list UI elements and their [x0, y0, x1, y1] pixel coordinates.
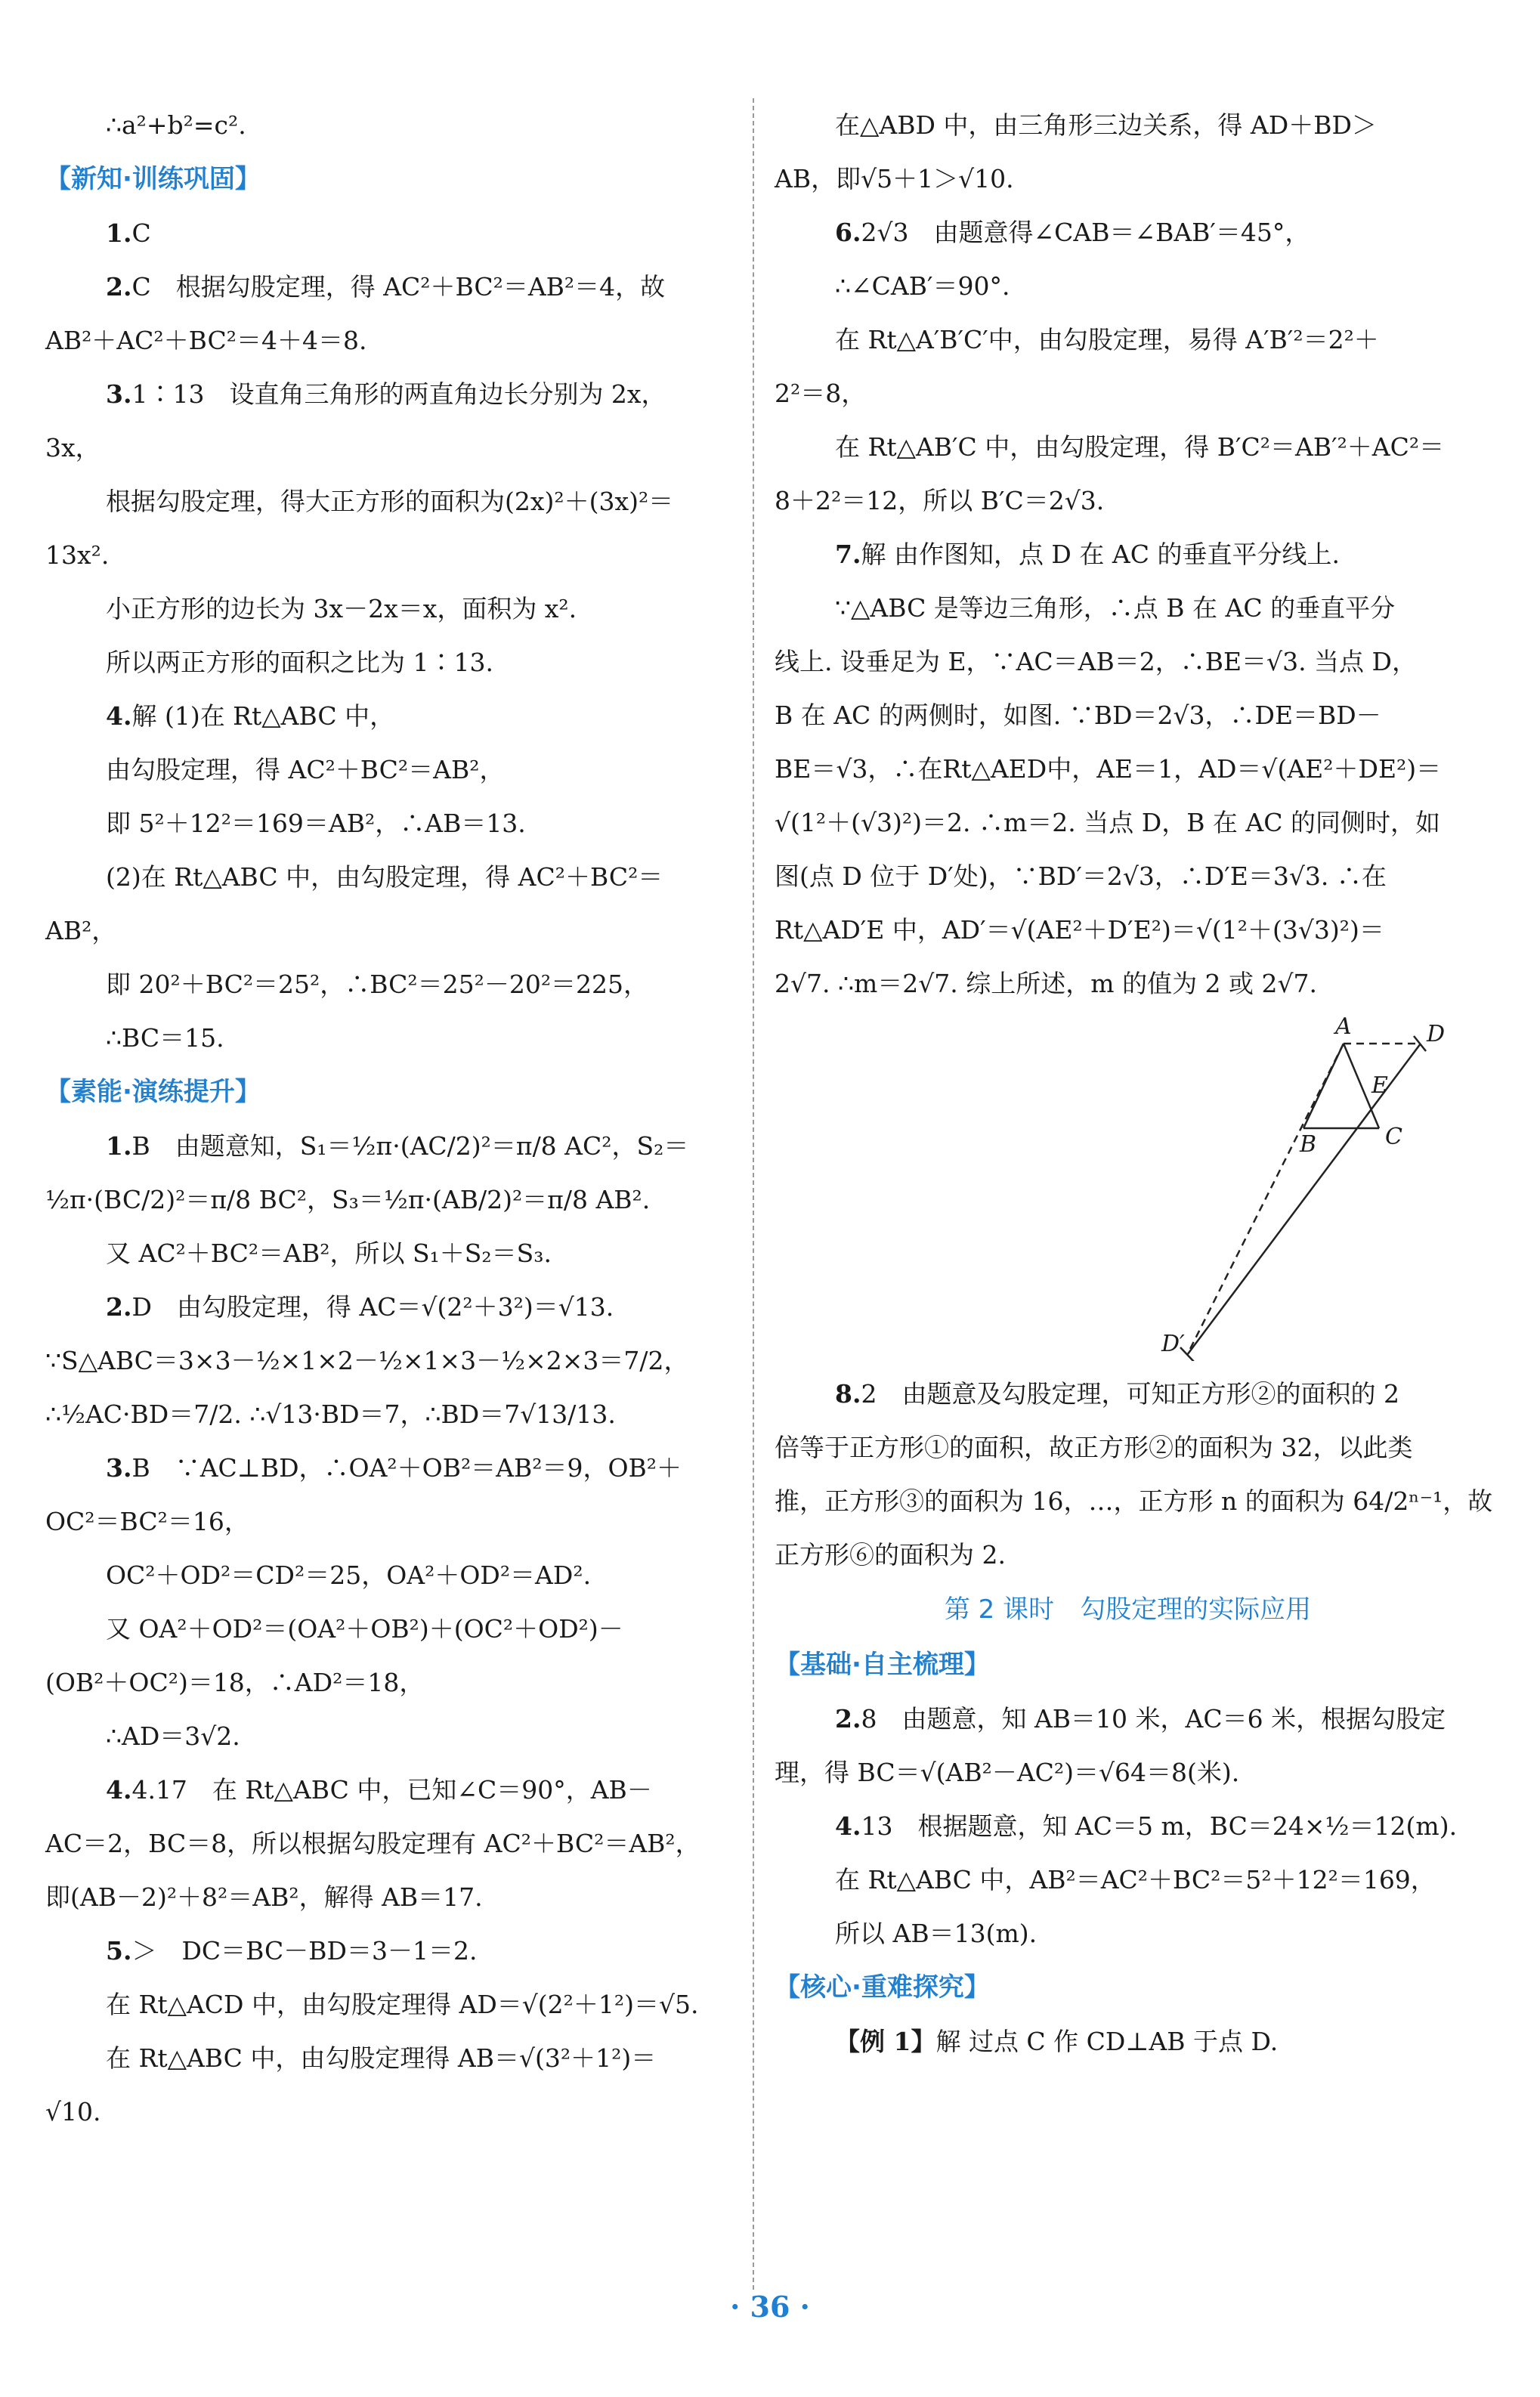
line-text: 【基础·自主梳理】 — [775, 1650, 990, 1680]
line-text: 正方形⑥的面积为 2. — [775, 1540, 1006, 1570]
line-text: 13 根据题意，知 AC＝5 m，BC＝24×½＝12(m). — [861, 1811, 1458, 1841]
line-text: 在 Rt△A′B′C′中，由勾股定理，易得 A′B′²＝2²＋ — [835, 325, 1379, 354]
text-line — [45, 904, 741, 957]
item-number: 6. — [835, 218, 861, 247]
line-text: B ∵AC⊥BD，∴OA²＋OB²＝AB²＝9，OB²＋ — [131, 1453, 682, 1483]
line-text: 所以两正方形的面积之比为 1∶13. — [106, 648, 493, 677]
line-text: 8 由题意，知 AB＝10 米，AC＝6 米，根据勾股定 — [861, 1704, 1446, 1734]
item-number: 4. — [106, 701, 132, 731]
line-text: ＞ DC＝BC－BD＝3－1＝2. — [131, 1936, 478, 1966]
column-divider — [753, 98, 754, 2290]
text-line — [45, 1656, 741, 1709]
line-text: 即(AB－2)²＋8²＝AB²，解得 AB＝17. — [45, 1882, 483, 1912]
label-c: C — [1385, 1124, 1402, 1150]
section-heading — [775, 1638, 1481, 1692]
text-line — [775, 313, 1481, 367]
text-line — [775, 849, 1481, 903]
text-line — [775, 152, 1481, 206]
line-a-dprime-dashed — [1187, 1044, 1344, 1355]
line-text: 【新知·训练巩固】 — [45, 164, 261, 194]
text-line — [775, 367, 1481, 420]
line-text: 2√3 由题意得∠CAB＝∠BAB′＝45°， — [861, 218, 1310, 247]
text-line — [45, 1495, 741, 1548]
text-line — [45, 1924, 741, 1978]
line-text: 解 过点 C 作 CD⊥AB 于点 D. — [935, 2027, 1279, 2056]
text-line — [45, 1119, 741, 1173]
line-text: 2²＝8， — [775, 379, 867, 408]
line-text: 第 2 课时 勾股定理的实际应用 — [944, 1594, 1312, 1625]
line-text: AB²， — [45, 916, 117, 945]
item-number: 【例 1】 — [835, 2027, 936, 2056]
line-text: 2 由题意及勾股定理，可知正方形②的面积的 2 — [861, 1379, 1399, 1409]
line-text: 根据勾股定理，得大正方形的面积为(2x)²＋(3x)²＝ — [106, 487, 674, 516]
text-line — [775, 474, 1481, 527]
line-text: ∴BC＝15. — [106, 1023, 224, 1053]
item-number: 2. — [106, 1292, 132, 1322]
text-line — [45, 367, 741, 421]
text-line — [775, 527, 1481, 581]
text-line — [45, 743, 741, 796]
line-text: 即 5²＋12²＝169＝AB²，∴AB＝13. — [106, 809, 526, 838]
text-line — [45, 475, 741, 528]
item-number: 5. — [106, 1936, 132, 1966]
text-line — [775, 1474, 1493, 1528]
label-e: E — [1371, 1072, 1388, 1099]
text-line — [45, 98, 741, 152]
line-text: B 由题意知，S₁＝½π·(AC/2)²＝π/8 AC²，S₂＝ — [131, 1131, 689, 1161]
text-line — [775, 98, 1481, 152]
text-line — [45, 582, 741, 636]
text-line — [775, 259, 1481, 313]
line-text: D 由勾股定理，得 AC＝√(2²＋3²)＝√13. — [131, 1292, 614, 1322]
line-text: 2√7. ∴m＝2√7. 综上所述，m 的值为 2 或 2√7. — [775, 969, 1318, 998]
line-text: Rt△AD′E 中，AD′＝√(AE²＋D′E²)＝√(1²＋(3√3)²)＝ — [775, 915, 1384, 945]
text-line — [775, 796, 1481, 849]
text-line — [45, 421, 741, 475]
text-line — [45, 1441, 741, 1495]
line-text: 在 Rt△ACD 中，由勾股定理得 AD＝√(2²＋1²)＝√5. — [106, 1990, 699, 2019]
text-line — [45, 1709, 741, 1763]
page-number: · 36 · — [730, 2290, 810, 2324]
line-text: 所以 AB＝13(m). — [835, 1919, 1037, 1948]
line-text: 又 AC²＋BC²＝AB²，所以 S₁＋S₂＝S₃. — [106, 1239, 552, 1268]
line-text: 即 20²＋BC²＝25²，∴BC²＝25²－20²＝225， — [106, 970, 649, 999]
text-line — [45, 1173, 741, 1226]
text-line — [45, 1870, 741, 1924]
text-line — [45, 1280, 741, 1334]
item-number: 1. — [106, 218, 132, 248]
label-d: D — [1427, 1021, 1446, 1047]
line-text: AB，即√5＋1＞√10. — [775, 164, 1014, 193]
text-line — [775, 581, 1481, 635]
item-number: 4. — [106, 1775, 132, 1805]
line-text: C — [131, 218, 151, 248]
line-text: BE＝√3，∴在Rt△AED中，AE＝1，AD＝√(AE²＋DE²)＝ — [775, 754, 1442, 784]
item-number: 2. — [835, 1704, 861, 1734]
line-text: 小正方形的边长为 3x－2x＝x，面积为 x². — [106, 594, 577, 623]
line-text: 13x². — [45, 540, 110, 570]
line-text: 8＋2²＝12，所以 B′C＝2√3. — [775, 486, 1105, 515]
line-text: √(1²＋(√3)²)＝2. ∴m＝2. 当点 D，B 在 AC 的同侧时，如 — [775, 808, 1440, 837]
right-column — [775, 98, 1493, 2068]
line-text: 理，得 BC＝√(AB²－AC²)＝√64＝8(米). — [775, 1758, 1240, 1787]
line-text: 图(点 D 位于 D′处)，∵BD′＝2√3，∴D′E＝3√3. ∴在 — [775, 861, 1387, 891]
text-line — [45, 1978, 741, 2031]
line-text: 解 (1)在 Rt△ABC 中， — [131, 701, 395, 731]
text-line — [45, 260, 741, 314]
text-line — [45, 850, 741, 904]
text-line — [775, 206, 1481, 259]
line-text: 在 Rt△ABC 中，AB²＝AC²＋BC²＝5²＋12²＝169， — [835, 1865, 1436, 1894]
item-number: 4. — [835, 1811, 861, 1841]
text-line — [775, 1367, 1481, 1421]
section-heading — [775, 1960, 1481, 2015]
text-line — [45, 314, 741, 367]
line-text: 3x， — [45, 433, 101, 462]
text-line — [45, 957, 741, 1011]
line-text: ∴AD＝3√2. — [106, 1721, 240, 1751]
line-text: √10. — [45, 2097, 101, 2126]
label-dprime: D′ — [1161, 1331, 1185, 1357]
line-text: 在 Rt△ABC 中，由勾股定理得 AB＝√(3²＋1²)＝ — [106, 2043, 657, 2073]
label-b: B — [1300, 1131, 1317, 1158]
line-text: 推，正方形③的面积为 16，…，正方形 n 的面积为 64/2ⁿ⁻¹，故 — [775, 1486, 1493, 1516]
text-line — [45, 2085, 741, 2139]
text-line — [775, 2015, 1481, 2068]
line-text: C 根据勾股定理，得 AC²＋BC²＝AB²＝4，故 — [131, 272, 666, 302]
text-line — [45, 1387, 741, 1441]
right-top-text — [775, 98, 1481, 1010]
section-heading — [45, 152, 741, 206]
text-line — [45, 1602, 741, 1656]
line-text: (2)在 Rt△ABC 中，由勾股定理，得 AC²＋BC²＝ — [106, 862, 663, 892]
text-line — [775, 742, 1481, 796]
line-text: B 在 AC 的两侧时，如图. ∵BD＝2√3，∴DE＝BD－ — [775, 701, 1381, 730]
item-number: 2. — [106, 272, 132, 302]
line-text: 在 Rt△AB′C 中，由勾股定理，得 B′C²＝AB′²＋AC²＝ — [835, 432, 1445, 462]
text-line — [775, 1799, 1481, 1853]
text-line — [45, 1548, 741, 1602]
line-text: 【素能·演练提升】 — [45, 1077, 261, 1107]
text-line — [45, 689, 741, 743]
text-line — [45, 636, 741, 689]
line-text: 由勾股定理，得 AC²＋BC²＝AB²， — [106, 755, 505, 784]
line-text: OC²＋OD²＝CD²＝25，OA²＋OD²＝AD². — [106, 1560, 592, 1590]
line-text: AC＝2，BC＝8，所以根据勾股定理有 AC²＋BC²＝AB²， — [45, 1829, 700, 1858]
text-line — [775, 635, 1481, 688]
line-text: ∵△ABC 是等边三角形，∴点 B 在 AC 的垂直平分 — [835, 593, 1396, 623]
text-line — [45, 528, 741, 582]
text-line — [45, 206, 741, 260]
lesson-title — [775, 1582, 1481, 1638]
text-line — [45, 1817, 741, 1870]
line-text: 【核心·重难探究】 — [775, 1972, 990, 2003]
line-text: ½π·(BC/2)²＝π/8 BC²，S₃＝½π·(AB/2)²＝π/8 AB². — [45, 1185, 651, 1214]
text-line — [775, 1853, 1481, 1907]
line-text: 在△ABD 中，由三角形三边关系，得 AD＋BD＞ — [835, 110, 1377, 140]
text-line — [775, 420, 1481, 474]
text-line — [45, 1011, 741, 1065]
line-text: OC²＝BC²＝16， — [45, 1507, 249, 1536]
item-number: 8. — [835, 1379, 861, 1409]
text-line — [775, 1907, 1481, 1960]
line-text: 又 OA²＋OD²＝(OA²＋OB²)＋(OC²＋OD²)－ — [106, 1614, 623, 1644]
line-text: AB²＋AC²＋BC²＝4＋4＝8. — [45, 326, 367, 355]
line-text: 线上. 设垂足为 E，∵AC＝AB＝2，∴BE＝√3. 当点 D， — [775, 647, 1418, 676]
item-number: 7. — [835, 540, 861, 569]
text-line — [775, 688, 1481, 742]
line-text: ∴∠CAB′＝90°. — [835, 271, 1010, 301]
text-line — [45, 1226, 741, 1280]
item-number: 3. — [106, 379, 132, 409]
item-number: 1. — [106, 1131, 132, 1161]
line-text: (OB²＋OC²)＝18，∴AD²＝18， — [45, 1668, 425, 1697]
item-number: 3. — [106, 1453, 132, 1483]
line-text: ∴½AC·BD＝7/2. ∴√13·BD＝7，∴BD＝7√13/13. — [45, 1400, 616, 1429]
text-line — [775, 903, 1481, 957]
text-line — [45, 796, 741, 850]
text-line — [45, 1763, 741, 1817]
label-a: A — [1335, 1013, 1352, 1040]
right-bottom-text — [775, 1367, 1493, 2068]
text-line — [45, 2031, 741, 2085]
text-line — [775, 1528, 1481, 1582]
left-column — [45, 98, 741, 2139]
line-text: ∴a²+b²=c². — [106, 110, 246, 140]
text-line — [775, 1692, 1481, 1746]
text-line — [45, 1334, 741, 1387]
line-text: 4.17 在 Rt△ABC 中，已知∠C＝90°，AB－ — [131, 1775, 652, 1805]
text-line — [775, 957, 1481, 1010]
text-line — [775, 1746, 1481, 1799]
text-line — [775, 1421, 1481, 1474]
line-text: 1∶13 设直角三角形的两直角边长分别为 2x， — [131, 379, 666, 409]
section-heading — [45, 1065, 741, 1119]
line-text: 倍等于正方形①的面积，故正方形②的面积为 32，以此类 — [775, 1433, 1413, 1462]
line-text: 解 由作图知，点 D 在 AC 的垂直平分线上. — [861, 540, 1340, 569]
line-text: ∵S△ABC＝3×3－½×1×2－½×1×3－½×2×3＝7/2， — [45, 1346, 689, 1375]
triangle-figure — [775, 1013, 1481, 1361]
